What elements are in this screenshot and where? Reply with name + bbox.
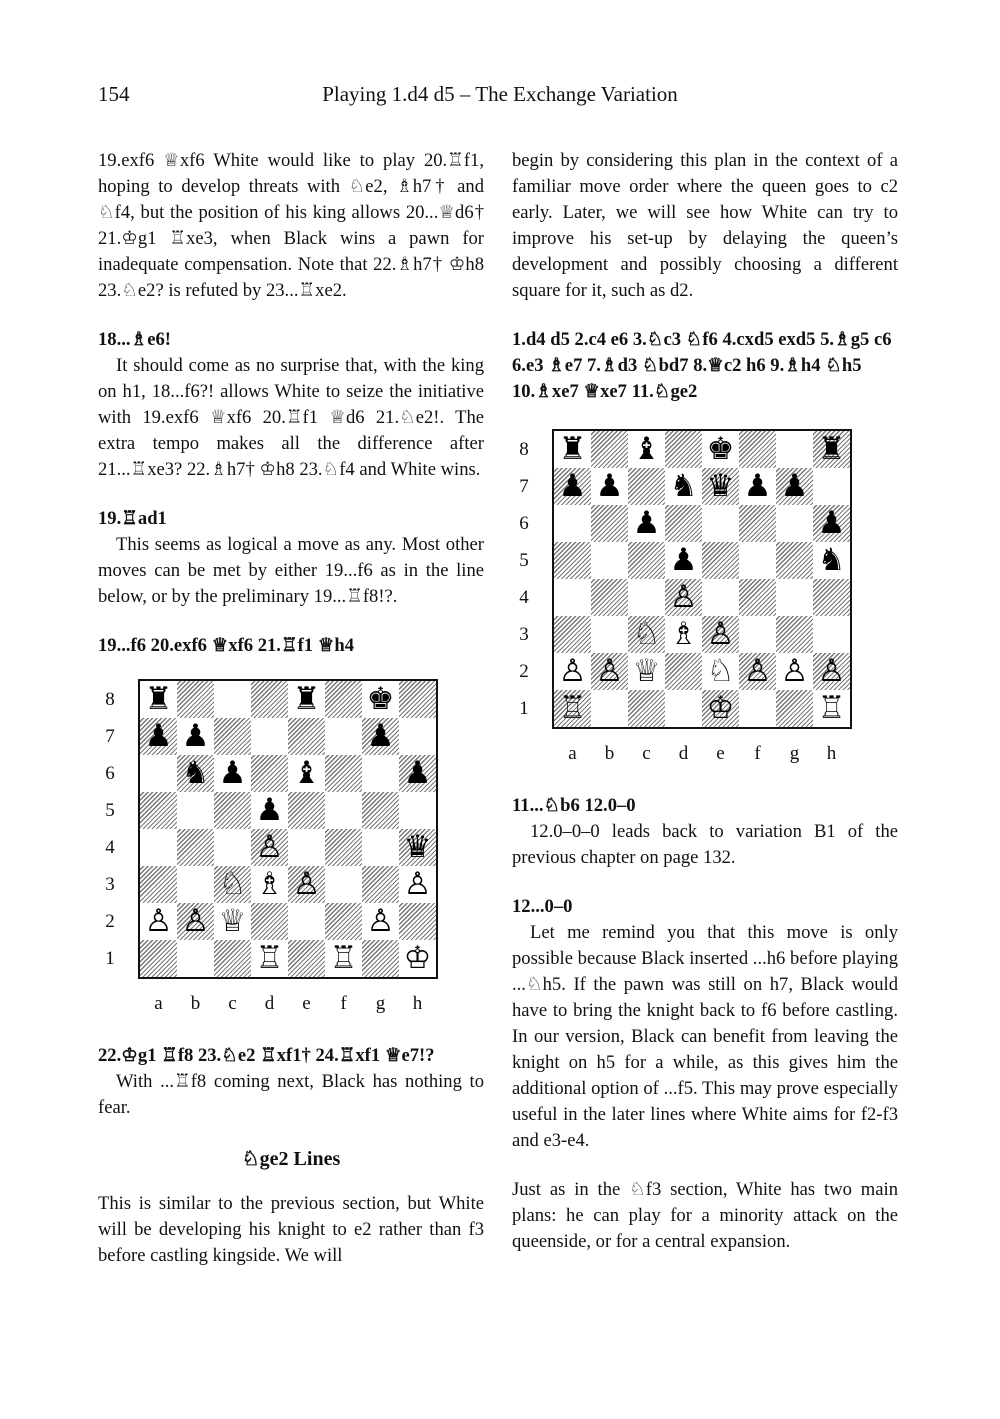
board-square [739, 505, 776, 542]
board-square [177, 866, 214, 903]
board-square [776, 579, 813, 616]
board-square [214, 792, 251, 829]
chess-piece-icon: ♟ [403, 755, 432, 791]
board-square [140, 940, 177, 977]
chess-piece-icon: ♜ [292, 681, 321, 717]
board-square [591, 579, 628, 616]
paragraph: This seems as logical a move as any. Most other moves can be met by either 19...f6 as in the line below, or by the preliminary 19...♖f8!?. [98, 534, 484, 607]
file-label: b [604, 743, 615, 764]
chess-piece-icon: ♙ [403, 866, 432, 902]
running-title: Playing 1.d4 d5 – The Exchange Variation [322, 82, 678, 106]
board-square [362, 829, 399, 866]
board-square [399, 681, 436, 718]
board-square [251, 681, 288, 718]
chess-piece-icon: ♝ [632, 431, 661, 467]
chess-piece-icon: ♖ [817, 690, 846, 726]
rank-label: 6 [105, 763, 115, 784]
chess-piece-icon: ♙ [144, 903, 173, 939]
board-square [776, 505, 813, 542]
paragraph: 19.exf6 ♕xf6 White would like to play 20.♖f1, hoping to develop threats with ♘e2, ♗h7† and ♘f4, but the position of his king allows 20...♕d6† 21.♔g1 ♖xe3, when Black wins a pawn for inadequate compensation. Note that 22.♗h7† ♔h8 23.♘e2? is refuted by 23...♖xe2. [98, 150, 484, 301]
paragraph: This is similar to the previous section, but White will be developing his knight to e2 rather than f3 before castling kingside. We will [98, 1193, 484, 1266]
board-square [177, 940, 214, 977]
paragraph: begin by considering this plan in the context of a familiar move order where the queen goes to c2 early. Later, we will see how White can try to improve his set-up by delaying the queen’s development and possibly choosing a different square for it, such as d2. [512, 150, 898, 301]
file-label: a [154, 993, 163, 1014]
chess-piece-icon: ♟ [780, 468, 809, 504]
board-square [177, 792, 214, 829]
chess-piece-icon: ♙ [366, 903, 395, 939]
chess-piece-icon: ♗ [669, 616, 698, 652]
chess-piece-icon: ♟ [181, 718, 210, 754]
board-square [362, 866, 399, 903]
chess-piece-icon: ♙ [255, 829, 284, 865]
chess-piece-icon: ♞ [181, 755, 210, 791]
board-square [362, 940, 399, 977]
board-square [362, 792, 399, 829]
board-square [214, 940, 251, 977]
paragraph: Let me remind you that this move is only possible because Black inserted ...h6 before playing ...♘h5. If the pawn was still on h7, Black would have to bring the knight back to f6 before castling. In our version, Black can benefit from leaving the knight on h5 for a while, as this gives him the additional option of ...f5. This may prove especially useful in the later lines where White aims for f2-f3 and e3-e4. [512, 922, 898, 1151]
rank-label: 7 [519, 476, 529, 497]
rank-label: 4 [105, 837, 115, 858]
file-label: e [716, 743, 725, 764]
chess-piece-icon: ♘ [218, 866, 247, 902]
board-square [177, 829, 214, 866]
move-heading: 12...0–0 [512, 896, 573, 917]
board-square [665, 431, 702, 468]
right-column [512, 148, 898, 1255]
chess-piece-icon: ♖ [558, 690, 587, 726]
board-square [591, 616, 628, 653]
board-square [739, 616, 776, 653]
file-labels [138, 989, 438, 1019]
chess-diagram [98, 679, 438, 1033]
paragraph: It should come as no surprise that, with the king on h1, 18...f6?! allows White to seize the initiative with 19.exf6 ♕xf6 20.♖f1 ♕d6 21.♘e2!. The extra tempo makes all the difference after 21...♖xe3? 22.♗h7† ♔h8 23.♘f4 and White wins. [98, 355, 484, 480]
chess-piece-icon: ♘ [706, 653, 735, 689]
board-square [288, 903, 325, 940]
board-square [288, 940, 325, 977]
rank-label: 6 [519, 513, 529, 534]
paragraph: With ...♖f8 coming next, Black has nothing to fear. [98, 1071, 484, 1118]
board-square [628, 579, 665, 616]
file-label: g [375, 993, 386, 1014]
chess-piece-icon: ♙ [292, 866, 321, 902]
move-heading: 22.♔g1 ♖f8 23.♘e2 ♖xf1† 24.♖xf1 ♕e7!? [98, 1045, 435, 1066]
rank-label: 7 [105, 726, 115, 747]
board-square [813, 579, 850, 616]
board-square [140, 755, 177, 792]
board-square [739, 579, 776, 616]
move-heading: 1.d4 d5 2.c4 e6 3.♘c3 ♘f6 4.cxd5 exd5 5.♗g5 c6 6.e3 ♗e7 7.♗d3 ♘bd7 8.♕c2 h6 9.♗h4 ♘h5 10.♗xe7 ♕xe7 11.♘ge2 [512, 329, 892, 402]
board-square [591, 431, 628, 468]
board-square [288, 718, 325, 755]
board-square [554, 616, 591, 653]
board-square [362, 755, 399, 792]
rank-label: 1 [519, 698, 529, 719]
move-heading: 19...f6 20.exf6 ♕xf6 21.♖f1 ♕h4 [98, 635, 355, 656]
rank-label: 2 [105, 911, 115, 932]
file-label: c [228, 993, 237, 1014]
file-label: g [789, 743, 800, 764]
board-square [140, 866, 177, 903]
chess-piece-icon: ♝ [292, 755, 321, 791]
chess-piece-icon: ♟ [632, 505, 661, 541]
chess-piece-icon: ♟ [669, 542, 698, 578]
board-square [665, 653, 702, 690]
section-title: ♘ge2 Lines [241, 1148, 341, 1170]
chess-piece-icon: ♟ [366, 718, 395, 754]
rank-label: 3 [105, 874, 115, 895]
board-square [628, 690, 665, 727]
rank-label: 1 [105, 948, 115, 969]
board-square [739, 690, 776, 727]
board-square [399, 718, 436, 755]
board-square [399, 792, 436, 829]
board-square [177, 681, 214, 718]
chess-piece-icon: ♛ [706, 468, 735, 504]
board-square [739, 542, 776, 579]
board-square [554, 579, 591, 616]
move-heading: 18...♗e6! [98, 329, 171, 350]
board-square [214, 829, 251, 866]
board-square [251, 903, 288, 940]
board-square [325, 792, 362, 829]
board-square [325, 681, 362, 718]
board-square [251, 718, 288, 755]
board-square [776, 616, 813, 653]
file-label: e [302, 993, 311, 1014]
rank-label: 4 [519, 587, 529, 608]
board-square [325, 755, 362, 792]
board-square [325, 829, 362, 866]
chess-piece-icon: ♛ [403, 829, 432, 865]
board-square [665, 690, 702, 727]
chess-piece-icon: ♚ [366, 681, 395, 717]
left-column [98, 148, 484, 1269]
chess-piece-icon: ♕ [218, 903, 247, 939]
board-square [776, 431, 813, 468]
chess-piece-icon: ♙ [595, 653, 624, 689]
chess-piece-icon: ♔ [706, 690, 735, 726]
chess-piece-icon: ♜ [817, 431, 846, 467]
page-number: 154 [98, 82, 130, 106]
rank-label: 3 [519, 624, 529, 645]
board-square [628, 542, 665, 579]
move-heading: 19.♖ad1 [98, 508, 167, 529]
board-square [140, 792, 177, 829]
board-square [702, 542, 739, 579]
board-square [399, 903, 436, 940]
board-square [288, 829, 325, 866]
file-label: h [412, 993, 423, 1014]
chess-piece-icon: ♟ [817, 505, 846, 541]
rank-label: 5 [519, 550, 529, 571]
chess-piece-icon: ♕ [632, 653, 661, 689]
chess-piece-icon: ♙ [706, 616, 735, 652]
board-square [591, 690, 628, 727]
chess-piece-icon: ♔ [403, 940, 432, 976]
board-square [628, 468, 665, 505]
chess-piece-icon: ♜ [558, 431, 587, 467]
file-label: d [264, 993, 275, 1014]
board-square [251, 755, 288, 792]
board-square [591, 505, 628, 542]
board-square [140, 829, 177, 866]
board-square [702, 505, 739, 542]
file-label: d [678, 743, 689, 764]
chess-piece-icon: ♙ [181, 903, 210, 939]
chess-piece-icon: ♚ [706, 431, 735, 467]
chess-diagram [512, 429, 852, 783]
board-square [665, 505, 702, 542]
chess-piece-icon: ♟ [255, 792, 284, 828]
rank-label: 8 [105, 689, 115, 710]
chess-piece-icon: ♟ [558, 468, 587, 504]
file-label: a [568, 743, 577, 764]
board-square [702, 579, 739, 616]
board-square [776, 690, 813, 727]
file-label: b [190, 993, 201, 1014]
rank-label: 5 [105, 800, 115, 821]
chess-piece-icon: ♖ [329, 940, 358, 976]
board-square [214, 718, 251, 755]
board-square [325, 866, 362, 903]
chess-piece-icon: ♟ [595, 468, 624, 504]
move-heading: 11...♘b6 12.0–0 [512, 795, 636, 816]
chess-piece-icon: ♙ [817, 653, 846, 689]
board-square [325, 718, 362, 755]
board-square [554, 505, 591, 542]
chess-piece-icon: ♜ [144, 681, 173, 717]
chess-piece-icon: ♙ [669, 579, 698, 615]
board-square [591, 542, 628, 579]
chess-board [552, 429, 852, 729]
chess-piece-icon: ♞ [669, 468, 698, 504]
rank-label: 8 [519, 439, 529, 460]
board-square [214, 681, 251, 718]
board-square [813, 616, 850, 653]
file-labels [552, 739, 852, 769]
chess-piece-icon: ♟ [218, 755, 247, 791]
file-label: f [754, 743, 761, 764]
chess-piece-icon: ♞ [817, 542, 846, 578]
board-square [813, 468, 850, 505]
board-square [288, 792, 325, 829]
chess-piece-icon: ♘ [632, 616, 661, 652]
file-label: f [340, 993, 347, 1014]
chess-piece-icon: ♖ [255, 940, 284, 976]
chess-piece-icon: ♙ [558, 653, 587, 689]
file-label: c [642, 743, 651, 764]
chess-piece-icon: ♟ [144, 718, 173, 754]
board-square [325, 903, 362, 940]
chess-piece-icon: ♗ [255, 866, 284, 902]
paragraph: 12.0–0–0 leads back to variation B1 of the previous chapter on page 132. [512, 821, 898, 868]
chess-piece-icon: ♙ [780, 653, 809, 689]
paragraph: Just as in the ♘f3 section, White has two main plans: he can play for a minority attack on the queenside, or for a central expansion. [512, 1179, 898, 1252]
board-square [554, 542, 591, 579]
board-square [739, 431, 776, 468]
file-label: h [826, 743, 837, 764]
chess-board [138, 679, 438, 979]
chess-piece-icon: ♙ [743, 653, 772, 689]
chess-piece-icon: ♟ [743, 468, 772, 504]
page-header [0, 82, 1000, 112]
rank-label: 2 [519, 661, 529, 682]
board-square [776, 542, 813, 579]
